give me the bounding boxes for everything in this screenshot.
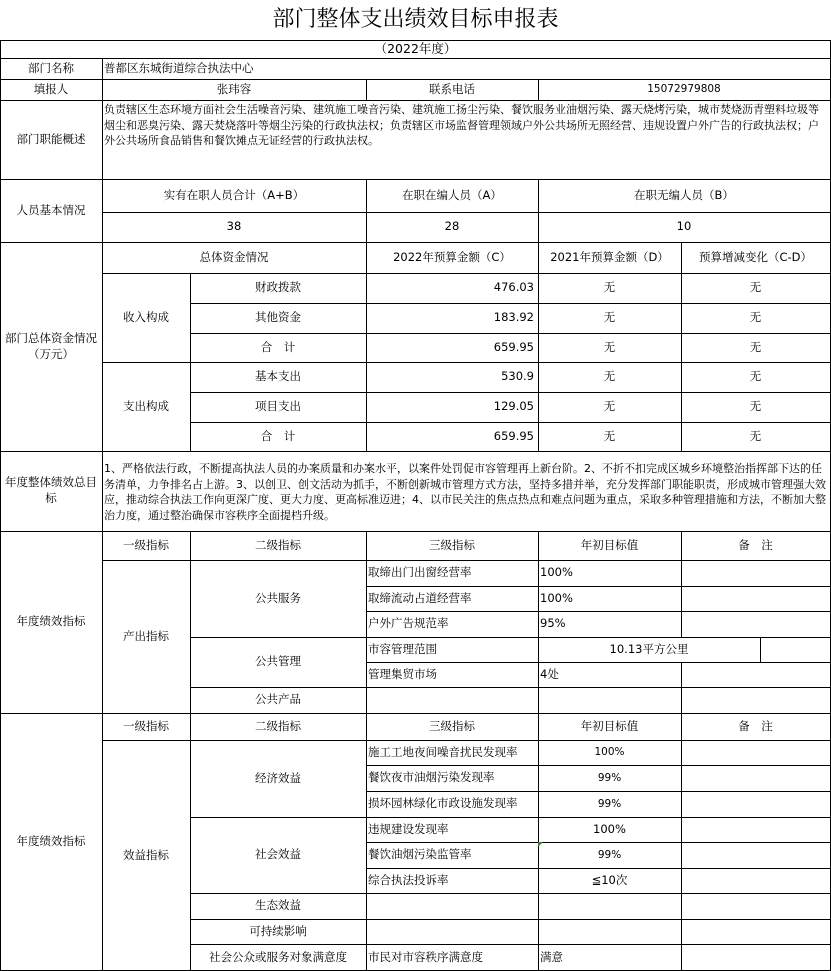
perf2-indicator: 市民对市容秩序满意度: [368, 949, 483, 964]
perf1-indicator: 管理集贸市场: [368, 666, 437, 681]
perf2-target: 100%: [594, 746, 625, 759]
perf1-indicator: 市容管理范围: [368, 641, 437, 656]
grid-line: [681, 662, 682, 714]
expense-row-d: 无: [603, 399, 616, 414]
perf2-group: 社会效益: [255, 847, 301, 862]
perf2-group: 生态效益: [255, 898, 301, 913]
perf1-header-target: 年初目标值: [580, 537, 639, 552]
expense-row-cd: 无: [749, 399, 762, 414]
perf1-target: 95%: [540, 616, 566, 631]
cell-comment-marker: [538, 842, 543, 847]
grid-line: [681, 713, 682, 971]
duty-label: 部门职能概述: [16, 131, 86, 146]
funds-header-c: 2022年预算金额（C）: [393, 249, 511, 264]
perf2-level1: 效益指标: [123, 847, 169, 862]
perf1-target: 100%: [540, 565, 573, 580]
perf1-header-level3: 三级指标: [429, 537, 475, 552]
funds-header-d: 2021年预算金额（D）: [550, 249, 669, 264]
income-row-name: 其他资金: [255, 310, 301, 325]
funds-header-cd: 预算增减变化（C-D）: [698, 249, 813, 264]
perf2-indicator: 违规建设发现率: [368, 821, 449, 836]
form-year: （2022年度）: [374, 40, 457, 56]
perf2-label: 年度绩效指标: [16, 834, 86, 849]
perf1-target: 100%: [540, 590, 573, 605]
perf2-target: 100%: [593, 821, 626, 836]
income-row-c: 476.03: [493, 280, 534, 295]
income-row-cd: 无: [749, 310, 762, 325]
staff-header-a: 在职在编人员（A）: [402, 187, 502, 202]
dept-name-value: 普都区东城街道综合执法中心: [104, 60, 254, 75]
income-total-cd: 无: [749, 339, 762, 354]
filler-value: 张玮容: [216, 81, 252, 96]
staff-header-total: 实有在职人员合计（A+B）: [163, 187, 305, 202]
perf1-header-remark: 备 注: [738, 537, 773, 552]
income-label: 收入构成: [123, 309, 169, 324]
perf2-target: ≦10次: [591, 872, 628, 887]
income-row-d: 无: [603, 280, 616, 295]
perf2-header-remark: 备 注: [738, 718, 773, 733]
expense-total-name: 合 计: [260, 428, 296, 443]
perf2-group: 可持续影响: [249, 923, 307, 938]
perf2-group: 社会公众或服务对象满意度: [209, 949, 347, 964]
perf2-target: 99%: [597, 797, 622, 810]
perf2-indicator: 施工工地夜间噪音扰民发现率: [368, 744, 518, 759]
perf1-indicator: 取缔流动占道经营率: [368, 590, 472, 605]
staff-total-value: 38: [226, 219, 242, 234]
income-total-c: 659.95: [493, 339, 534, 354]
perf2-indicator: 损坏园林绿化市政设施发现率: [368, 796, 518, 811]
income-row-c: 183.92: [493, 310, 534, 325]
perf1-indicator: 户外广告规范率: [368, 616, 449, 631]
expense-row-c: 129.05: [493, 399, 534, 414]
expense-row-name: 项目支出: [255, 399, 301, 414]
perf1-label: 年度绩效指标: [16, 614, 86, 629]
expense-total-cd: 无: [749, 428, 762, 443]
perf1-group: 公共服务: [255, 590, 301, 605]
perf1-target: 4处: [540, 666, 559, 681]
expense-total-d: 无: [603, 428, 616, 443]
income-total-d: 无: [603, 339, 616, 354]
filler-label: 填报人: [33, 81, 69, 96]
perf2-target: 99%: [597, 771, 622, 784]
perf1-group: 公共管理: [255, 654, 301, 669]
expense-row-name: 基本支出: [255, 369, 301, 384]
goal-label: 年度整体绩效总目标: [5, 475, 97, 505]
expense-row-cd: 无: [749, 369, 762, 384]
perf1-group: 公共产品: [255, 692, 301, 707]
phone-value: 15072979808: [647, 83, 721, 96]
perf2-header-level3: 三级指标: [429, 718, 475, 733]
form-title: 部门整体支出绩效目标申报表: [272, 7, 559, 33]
perf1-header-level1: 一级指标: [123, 537, 169, 552]
perf1-level1: 产出指标: [123, 628, 169, 643]
grid-line: [760, 637, 761, 663]
staff-label: 人员基本情况: [16, 202, 86, 217]
perf1-indicator: 取缔出门出窗经营率: [368, 565, 472, 580]
phone-label: 联系电话: [429, 81, 475, 96]
expense-row-c: 530.9: [501, 369, 534, 384]
perf2-target: 99%: [597, 848, 622, 861]
perf1-target: 10.13平方公里: [609, 641, 689, 656]
perf2-indicator: 综合执法投诉率: [368, 872, 449, 887]
perf1-header-level2: 二级指标: [255, 537, 301, 552]
staff-b-value: 10: [676, 219, 692, 234]
expense-label: 支出构成: [123, 398, 169, 413]
perf2-header-target: 年初目标值: [580, 718, 639, 733]
perf2-group: 经济效益: [255, 770, 301, 785]
dept-name-label: 部门名称: [28, 60, 74, 75]
expense-total-c: 659.95: [493, 428, 534, 443]
duty-text: 负责辖区生态环境方面社会生活噪音污染、建筑施工噪音污染、建筑施工扬尘污染、餐饮服务业油烟污染、露天烧烤污染，城市焚烧沥青塑料垃圾等烟尘和恶臭污染、露天焚烧落叶等烟尘污染的行政执法权；负责辖区市场监督管理领域户外公共场所无照经营、违规设置户外广告的行政执法权；户外公共场所食品销售和餐饮摊点无证经营的行政执法权。: [104, 103, 819, 148]
grid-line: [0, 451, 831, 452]
perf2-header-level2: 二级指标: [255, 718, 301, 733]
income-row-name: 财政拨款: [255, 280, 301, 295]
goal-text: 1、严格依法行政，不断提高执法人员的办案质量和办案水平，以案件处罚促市容管理再上新台阶。2、不折不扣完成区城乡环境整治指挥部下达的任务清单，力争排名占上游。3、以创卫、创文活动为抓手，不断创新城市管理方式方法，坚持多措并举，充分发挥部门职能职责，形成城市管理强大效应，推动综合执法工作向更深广度、更大力度、更高标准迈进；4、以市民关注的焦点热点和难点问题为重点，采取多种管理措施和方法，不断加大整治力度，通过整治确保市容秩序全面提档升级。: [104, 462, 826, 522]
income-total-name: 合 计: [260, 339, 296, 354]
perf2-indicator: 餐饮夜市油烟污染发现率: [368, 770, 495, 785]
perf2-indicator: 餐饮油烟污染监管率: [368, 847, 472, 862]
expense-row-d: 无: [603, 369, 616, 384]
funds-label: 部门总体资金情况（万元）: [5, 330, 97, 361]
funds-header-total: 总体资金情况: [199, 249, 269, 264]
staff-a-value: 28: [444, 219, 460, 234]
income-row-cd: 无: [749, 280, 762, 295]
perf2-target: 满意: [540, 949, 563, 964]
perf2-header-level1: 一级指标: [123, 718, 169, 733]
staff-header-b: 在职无编人员（B）: [634, 187, 734, 202]
income-row-d: 无: [603, 310, 616, 325]
